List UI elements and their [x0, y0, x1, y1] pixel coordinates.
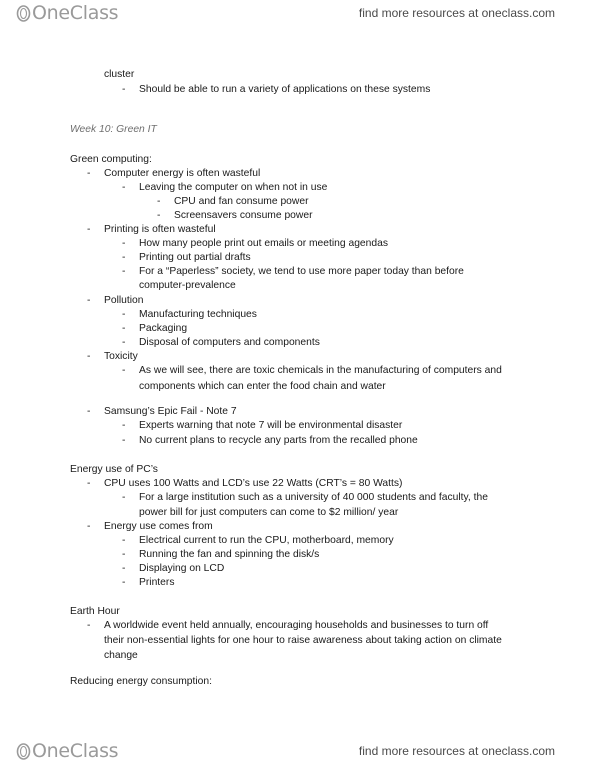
- logo-text: OneClass: [32, 2, 119, 24]
- header-resources-link[interactable]: find more resources at oneclass.com: [358, 6, 555, 20]
- note-line: - Printers: [122, 577, 175, 588]
- note-line: computer-prevalence: [139, 280, 236, 291]
- page-footer: [0, 738, 595, 768]
- note-line: - As we will see, there are toxic chemicals in the manufacturing of computers and: [122, 365, 502, 376]
- note-line: change: [104, 650, 138, 661]
- note-line: - Screensavers consume power: [157, 210, 313, 221]
- note-line: cluster: [104, 69, 135, 80]
- note-line: - CPU and fan consume power: [157, 196, 309, 207]
- note-line: - For a large institution such as a university of 40 000 students and faculty, the: [122, 492, 488, 503]
- week-heading: Week 10: Green IT: [70, 124, 157, 135]
- note-line: - Should be able to run a variety of applications on these systems: [122, 84, 431, 95]
- note-line: - Packaging: [122, 323, 188, 334]
- oneclass-logo[interactable]: [16, 740, 118, 762]
- section-heading: Reducing energy consumption:: [70, 676, 212, 687]
- oneclass-logo-icon: [16, 742, 31, 761]
- section-heading: Green computing:: [70, 154, 152, 165]
- note-line: - Computer energy is often wasteful: [87, 168, 261, 179]
- note-line: - Running the fan and spinning the disk/s: [122, 549, 320, 560]
- note-line: - How many people print out emails or meeting agendas: [122, 238, 388, 249]
- note-line: - Pollution: [87, 295, 144, 306]
- section-heading: Energy use of PC’s: [70, 464, 158, 475]
- note-line: - Experts warning that note 7 will be environmental disaster: [122, 420, 403, 431]
- note-line: - Printing is often wasteful: [87, 224, 216, 235]
- note-line: - Disposal of computers and components: [122, 337, 320, 348]
- note-line: - Toxicity: [87, 351, 138, 362]
- note-line: - Energy use comes from: [87, 521, 213, 532]
- note-line: - Manufacturing techniques: [122, 309, 257, 320]
- note-line: components which can enter the food chain and water: [139, 381, 386, 392]
- note-line: - Displaying on LCD: [122, 563, 225, 574]
- note-line: - Samsung’s Epic Fail - Note 7: [87, 406, 237, 417]
- note-line: power bill for just computers can come to $2 million/ year: [139, 507, 399, 518]
- note-line: - A worldwide event held annually, encouraging households and businesses to turn off: [87, 620, 489, 631]
- footer-resources-link[interactable]: find more resources at oneclass.com: [358, 744, 555, 758]
- section-heading: Earth Hour: [70, 606, 120, 617]
- note-line: - CPU uses 100 Watts and LCD’s use 22 Watts (CRT’s = 80 Watts): [87, 478, 403, 489]
- note-line: - No current plans to recycle any parts from the recalled phone: [122, 435, 418, 446]
- note-line: - Printing out partial drafts: [122, 252, 251, 263]
- note-line: - For a “Paperless” society, we tend to use more paper today than before: [122, 266, 464, 277]
- note-line: their non-essential lights for one hour to raise awareness about taking action on climate: [104, 635, 502, 646]
- note-line: - Electrical current to run the CPU, motherboard, memory: [122, 535, 394, 546]
- logo-text: OneClass: [32, 740, 119, 762]
- note-line: - Leaving the computer on when not in use: [122, 182, 328, 193]
